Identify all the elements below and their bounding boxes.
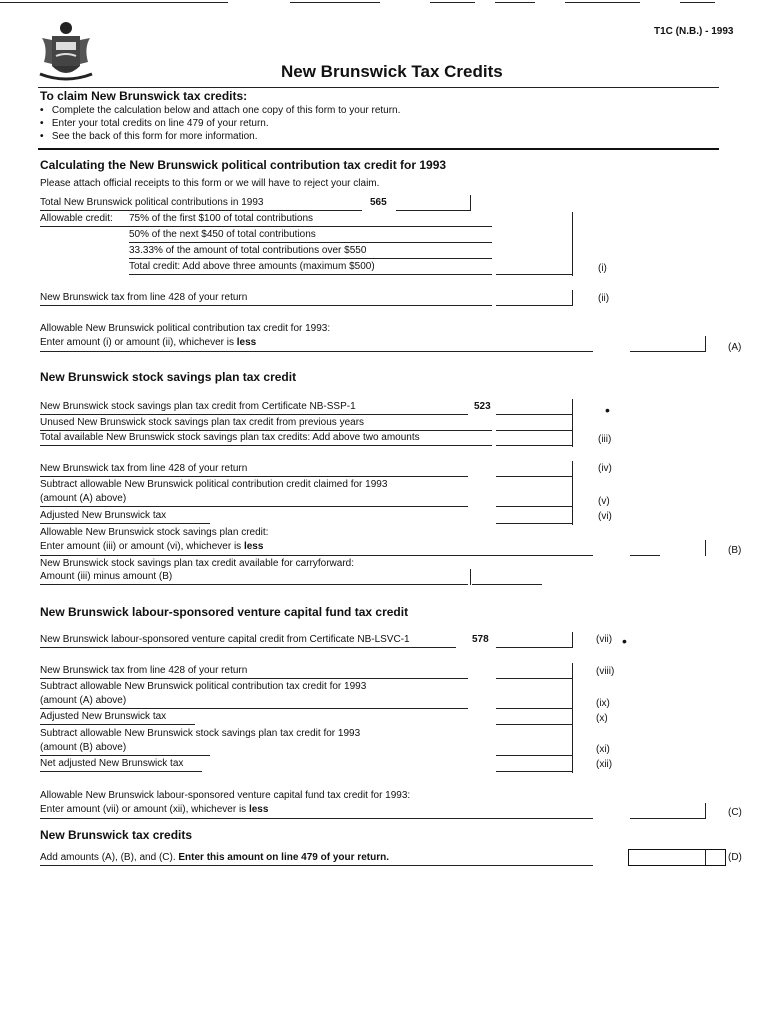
stock-adjusted-label: Adjusted New Brunswick tax (40, 510, 167, 521)
totals-line: Add amounts (A), (B), and (C). Enter this amount on line 479 of your return. (40, 852, 389, 863)
intro-bullet: • Complete the calculation below and attach one copy of this form to your return. (40, 105, 401, 116)
venture-sub2-field[interactable] (496, 755, 572, 756)
intro-bullet: • See the back of this form for more information. (40, 131, 258, 142)
venture-sub1-line1: Subtract allowable New Brunswick political contribution tax credit for 1993 (40, 681, 367, 692)
stock-subtract-line2: (amount (A) above) (40, 493, 127, 504)
venture-tax-label: New Brunswick tax from line 428 of your return (40, 665, 248, 676)
venture-net-label: Net adjusted New Brunswick tax (40, 758, 184, 769)
stock-tax-label: New Brunswick tax from line 428 of your return (40, 463, 248, 474)
political-row: 50% of the next $450 of total contributions (129, 229, 316, 240)
stock-subtract-field[interactable] (496, 506, 572, 507)
marker-iii: (iii) (598, 434, 612, 445)
line-code-565: 565 (370, 197, 387, 208)
political-allowable-line1: Allowable New Brunswick political contribution tax credit for 1993: (40, 323, 331, 334)
stock-allowable-line2: Enter amount (iii) or amount (vi), whichever is less (40, 541, 264, 552)
venture-adjusted-field[interactable] (496, 724, 572, 725)
political-total-label: Total New Brunswick political contributions in 1993 (40, 197, 264, 208)
venture-sub2-line2: (amount (B) above) (40, 742, 127, 753)
venture-allowable-line1: Allowable New Brunswick labour-sponsored venture capital fund tax credit for 1993: (40, 790, 411, 801)
line-code-523: 523 (474, 401, 491, 412)
marker-viii: (viii) (596, 666, 615, 677)
venture-sub1-line2: (amount (A) above) (40, 695, 127, 706)
stock-subtract-line1: Subtract allowable New Brunswick political contribution credit claimed for 1993 (40, 479, 388, 490)
allowable-credit-label: Allowable credit: (40, 213, 113, 224)
political-total-field[interactable] (396, 210, 471, 211)
coat-of-arms-logo (38, 18, 94, 84)
marker-xi: (xi) (596, 744, 610, 755)
stock-tax-field[interactable] (496, 476, 572, 477)
intro-heading: To claim New Brunswick tax credits: (40, 89, 248, 103)
venture-allowable-line2: Enter amount (vii) or amount (xii), whichever is less (40, 804, 269, 815)
marker-v: (v) (598, 496, 610, 507)
marker-ix: (ix) (596, 698, 610, 709)
amount-c-field[interactable] (630, 818, 705, 819)
venture-net-field[interactable] (496, 771, 572, 772)
stock-unused-field[interactable] (496, 430, 572, 431)
stock-cert-field[interactable] (496, 414, 572, 415)
venture-sub1-field[interactable] (496, 708, 572, 709)
venture-cert-label: New Brunswick labour-sponsored venture capital credit from Certificate NB-LSVC-1 (40, 634, 410, 645)
stock-total-field[interactable] (496, 445, 572, 446)
political-total-credit-field[interactable] (496, 274, 572, 275)
stock-allowable-line1: Allowable New Brunswick stock savings plan credit: (40, 527, 269, 538)
marker-c: (C) (728, 807, 742, 818)
venture-sub2-line1: Subtract allowable New Brunswick stock savings plan tax credit for 1993 (40, 728, 361, 739)
political-row: Total credit: Add above three amounts (maximum $500) (129, 261, 375, 272)
line-code-578: 578 (472, 634, 489, 645)
bullet-icon: • (605, 402, 610, 418)
political-heading: Calculating the New Brunswick political contribution tax credit for 1993 (40, 158, 447, 172)
marker-i: (i) (598, 263, 607, 274)
stock-cert-label: New Brunswick stock savings plan tax credit from Certificate NB-SSP-1 (40, 401, 356, 412)
amount-b-field[interactable] (630, 555, 660, 556)
marker-vi: (vi) (598, 511, 612, 522)
amount-d-field[interactable] (628, 849, 726, 866)
stock-total-label: Total available New Brunswick stock savings plan tax credits: Add above two amounts (40, 432, 420, 443)
venture-tax-field[interactable] (496, 678, 572, 679)
stock-unused-label: Unused New Brunswick stock savings plan tax credit from previous years (40, 417, 365, 428)
marker-a: (A) (728, 342, 742, 353)
marker-d: (D) (728, 852, 742, 863)
stock-heading: New Brunswick stock savings plan tax credit (40, 370, 297, 384)
page-title: New Brunswick Tax Credits (281, 62, 503, 81)
intro-bullet: • Enter your total credits on line 479 of your return. (40, 118, 269, 129)
political-allowable-line2: Enter amount (i) or amount (ii), whichever is less (40, 337, 257, 348)
stock-carry-line1: New Brunswick stock savings plan tax credit available for carryforward: (40, 558, 355, 569)
political-tax-label: New Brunswick tax from line 428 of your return (40, 292, 248, 303)
form-id: T1C (N.B.) - 1993 (654, 26, 734, 37)
bullet-icon: • (40, 105, 44, 116)
political-row: 33.33% of the amount of total contributions over $550 (129, 245, 367, 256)
political-note: Please attach official receipts to this form or we will have to reject your claim. (40, 178, 380, 189)
amount-a-field[interactable] (630, 351, 705, 352)
venture-cert-field[interactable] (496, 647, 572, 648)
marker-x: (x) (596, 713, 608, 724)
marker-vii: (vii) (596, 634, 613, 645)
bullet-icon: • (40, 118, 44, 129)
totals-heading: New Brunswick tax credits (40, 828, 193, 842)
bullet-icon: • (622, 633, 627, 649)
bullet-icon: • (40, 131, 44, 142)
marker-b: (B) (728, 545, 742, 556)
marker-ii: (ii) (598, 293, 610, 304)
political-row: 75% of the first $100 of total contributions (129, 213, 313, 224)
stock-adjusted-field[interactable] (496, 523, 572, 524)
venture-adjusted-label: Adjusted New Brunswick tax (40, 711, 167, 722)
marker-xii: (xii) (596, 759, 613, 770)
political-tax-field[interactable] (496, 305, 572, 306)
marker-iv: (iv) (598, 463, 612, 474)
stock-carry-line2: Amount (iii) minus amount (B) (40, 571, 173, 582)
venture-heading: New Brunswick labour-sponsored venture capital fund tax credit (40, 605, 409, 619)
stock-carry-field[interactable] (472, 584, 542, 585)
